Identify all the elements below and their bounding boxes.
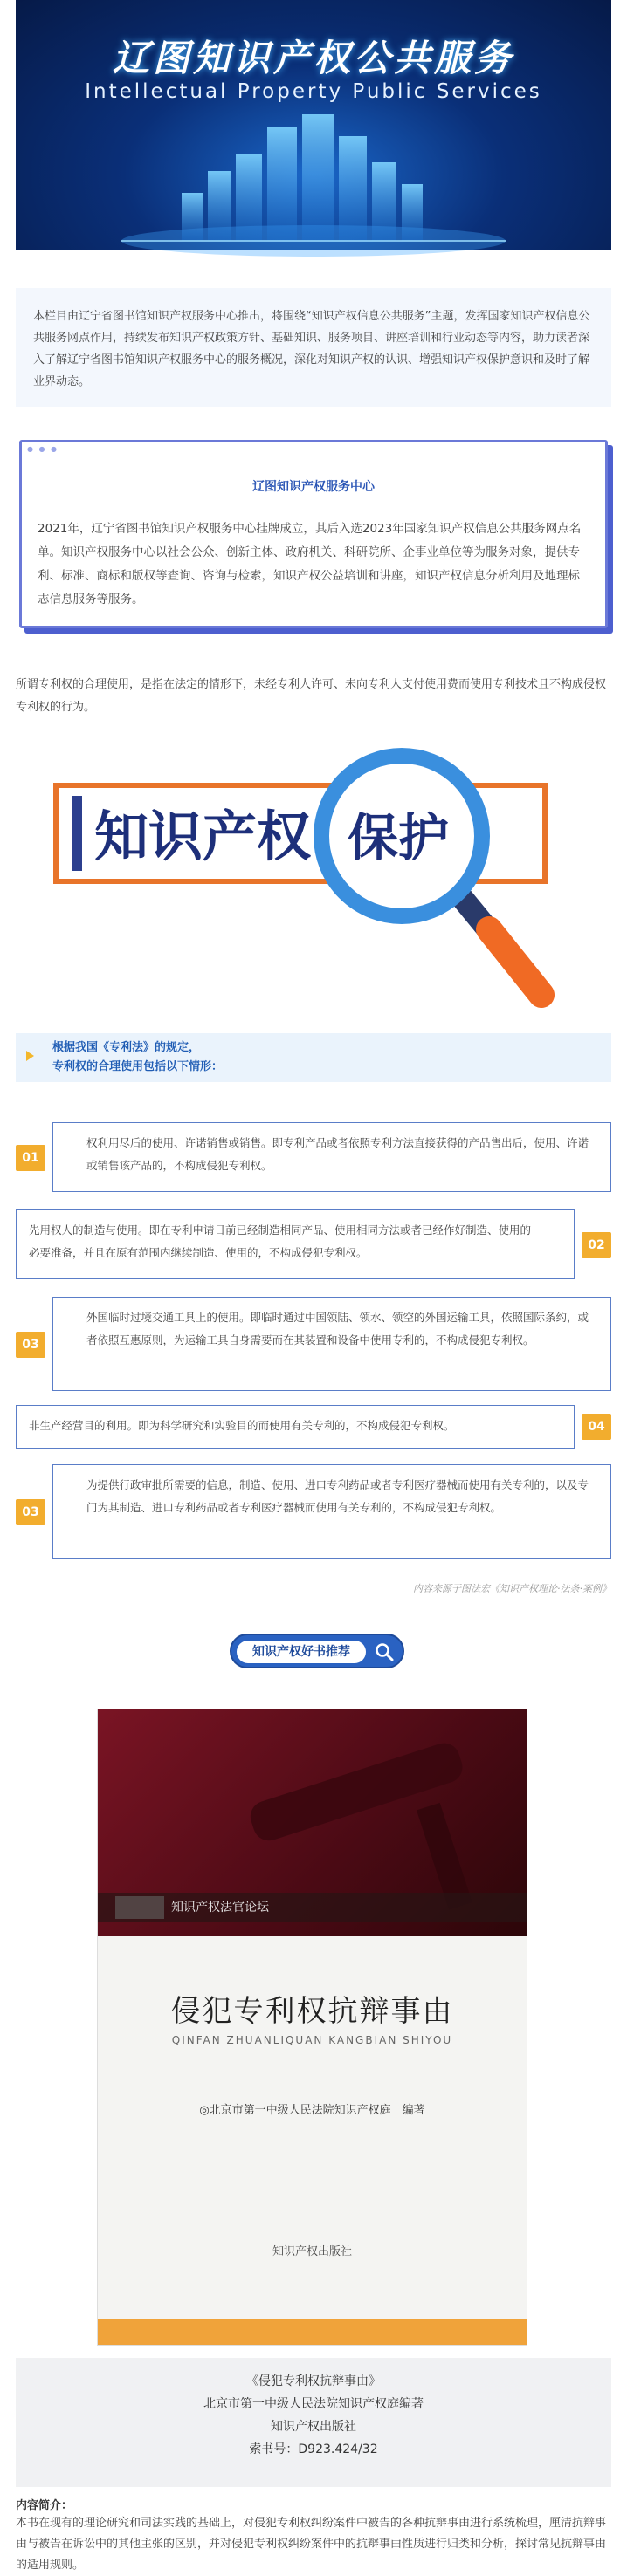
clause-3: [52, 1297, 611, 1391]
clause-1-badge: 01: [16, 1145, 45, 1171]
clause-5-badge: 03: [16, 1499, 45, 1525]
content-source: 内容来源于图法宏《知识产权理论·法条·案例》: [413, 1583, 611, 1594]
protect-text-left: 知识产权: [94, 807, 312, 867]
clause-4-badge: 04: [582, 1414, 611, 1440]
book-recommend-pill: [230, 1634, 404, 1668]
cover-bottom-band: [98, 2319, 527, 2345]
cover-author: ◎北京市第一中级人民法院知识产权庭 编著: [199, 2104, 425, 2117]
cover-pinyin: QINFAN ZHUANLIQUAN KANGBIAN SHIYOU: [171, 2034, 453, 2046]
book-info-author: 北京市第一中级人民法院知识产权庭编著: [203, 2397, 424, 2411]
header-banner: [16, 0, 611, 250]
search-icon: [375, 1642, 394, 1661]
clause-2-badge: 02: [582, 1232, 611, 1258]
clause-5-text: 为提供行政审批所需要的信息，制造、使用、进口专利药品或者专利医疗器械而使用有关专利的，以及专门为其制造、进口专利药品或者专利医疗器械而使用有关专利的，不构成侵犯专利权。: [86, 1478, 589, 1514]
clause-1-text: 权利用尽后的使用、许诺销售或销售。即专利产品或者依照专利方法直接获得的产品售出后，使用、许诺或销售该产品的，不构成侵犯专利权。: [86, 1136, 589, 1172]
clause-5: [52, 1464, 611, 1559]
clause-1: [52, 1122, 611, 1192]
service-center-title: 辽图知识产权服务中心: [252, 480, 375, 494]
intro-paragraph: 本栏目由辽宁省图书馆知识产权服务中心推出，将围绕“知识产权信息公共服务”主题，发挥国家知识产权信息公共服务网点作用，持续发布知识产权政策方针、基础知识、服务项目、讲座培训和行业动态等内容，助力读者深入了解辽宁省图书馆知识产权服务中心的服务概况，深化对知识产权的认识、增强知识产权保护意识和及时了解业界动态。: [16, 288, 611, 407]
ip-protection-graphic: [52, 742, 576, 1017]
book-info-box: [16, 2358, 611, 2487]
brief-heading: 内容简介：: [16, 2499, 73, 2512]
notice-line-2: 专利权的合理使用包括以下情形：: [52, 1060, 224, 1073]
book-info-title: 《侵犯专利权抗辩事由》: [246, 2374, 381, 2388]
book-info-publisher: 知识产权出版社: [271, 2420, 356, 2434]
cover-title: 侵犯专利权抗辩事由: [170, 1994, 454, 2029]
book-cover: [97, 1709, 527, 2346]
banner-title: 辽图知识产权公共服务: [112, 37, 514, 79]
clause-2-text: 先用权人的制造与使用。即在专利申请日前已经制造相同产品、使用相同方法或者已经作好制造、使用的必要准备，并且在原有范围内继续制造、使用的，不构成侵犯专利权。: [29, 1223, 532, 1259]
book-info-callno: 索书号：D923.424/32: [249, 2442, 378, 2456]
notice-line-1: 根据我国《专利法》的规定，: [52, 1041, 201, 1054]
book-series: 知识产权法官论坛: [98, 1893, 527, 1922]
service-center-body: 2021年，辽宁省图书馆知识产权服务中心挂牌成立，其后入选2023年国家知识产权信息公共服务网点名单。知识产权服务中心以社会公众、创新主体、政府机关、科研院所、企事业单位等为服务对象，提供专利、标准、商标和版权等查询、咨询与检索，知识产权公益培训和讲座，知识产权信息分析利用及地理标志信息服务等服务。: [38, 522, 582, 606]
banner-subtitle: Intellectual Property Public Services: [85, 80, 542, 103]
brief-paragraph: 本书在现有的理论研究和司法实践的基础上，对侵犯专利权纠纷案件中被告的各种抗辩事由进行系统梳理，厘清抗辩事由与被告在诉讼中的其他主张的区别，并对侵犯专利权纠纷案件中的抗辩事由性质进行归类和分析，探讨常见抗辩事由的适用规则。: [16, 2517, 607, 2572]
clause-3-badge: 03: [16, 1332, 45, 1358]
service-center-box: [19, 440, 608, 628]
gavel-illustration: [98, 1709, 528, 1893]
clause-2: [16, 1209, 575, 1279]
city-skyline-illustration: [16, 110, 611, 250]
book-recommend-label: 知识产权好书推荐: [237, 1641, 366, 1663]
definition-paragraph: 所谓专利权的合理使用，是指在法定的情形下，未经专利人许可、未向专利人支付使用费而使用专利技术且不构成侵权专利权的行为。: [16, 678, 607, 714]
triangle-bullet-icon: [26, 1051, 34, 1061]
cover-publisher: 知识产权出版社: [272, 2245, 352, 2258]
clause-4: [16, 1405, 575, 1449]
clause-3-text: 外国临时过境交通工具上的使用。即临时通过中国领陆、领水、领空的外国运输工具，依照国际条约，或者依照互惠原则，为运输工具自身需要而在其装置和设备中使用专利的，不构成侵犯专利权。: [86, 1311, 589, 1346]
clause-4-text: 非生产经营目的利用。即为科学研究和实验目的而使用有关专利的，不构成侵犯专利权。: [29, 1419, 455, 1432]
decorative-dots: ● ● ●: [27, 445, 59, 453]
patent-law-notice: [16, 1033, 611, 1082]
protect-text-right: 保护: [348, 810, 450, 867]
